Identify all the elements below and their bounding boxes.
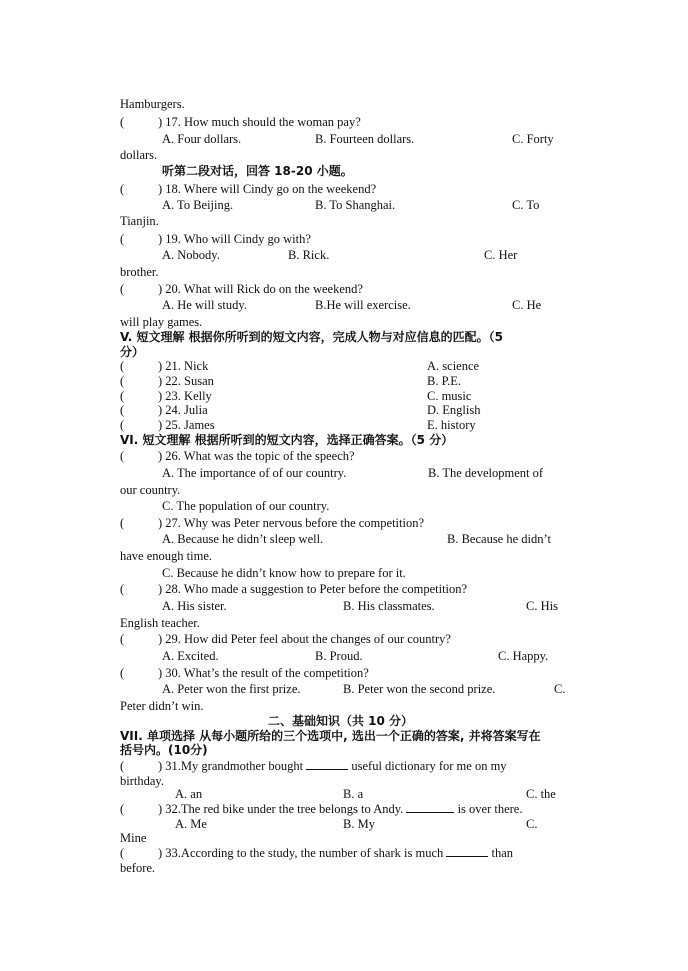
- section-vii-heading-wrap: 括号内。(10分): [120, 743, 208, 757]
- q20-option-b: B.He will exercise.: [315, 298, 411, 312]
- question-32: ( ) 32.The red bike under the tree belongs to Andy. is over there.: [120, 802, 523, 816]
- match-option-e: E. history: [427, 418, 476, 432]
- q27-option-c: C. Because he didn’t know how to prepare for it.: [162, 566, 406, 580]
- answer-paren[interactable]: (: [120, 182, 125, 196]
- question-19: ( ) 19. Who will Cindy go with?: [120, 232, 311, 246]
- answer-paren[interactable]: (: [120, 759, 125, 773]
- q32-option-a: A. Me: [175, 817, 207, 831]
- question-30: ( ) 30. What’s the result of the competition?: [120, 666, 369, 680]
- q19-option-c: C. Her: [484, 248, 518, 262]
- q32-option-c-wrap: Mine: [120, 831, 147, 845]
- q31-option-a: A. an: [175, 787, 203, 801]
- answer-paren[interactable]: (: [120, 389, 125, 403]
- q30-option-a: A. Peter won the first prize.: [162, 682, 301, 696]
- q17-option-a: A. Four dollars.: [162, 132, 242, 146]
- q31-option-c: C. the: [526, 787, 556, 801]
- match-25: ( ) 25. James: [120, 418, 215, 432]
- question-17: ( ) 17. How much should the woman pay?: [120, 115, 361, 129]
- question-18: ( ) 18. Where will Cindy go on the weekend?: [120, 182, 377, 196]
- q26-option-b: B. The development of: [428, 466, 544, 480]
- match-23: ( ) 23. Kelly: [120, 389, 212, 403]
- q18-option-c: C. To: [512, 198, 540, 212]
- q26-option-a: A. The importance of of our country.: [162, 466, 347, 480]
- q30-option-c: C.: [554, 682, 566, 696]
- match-21: ( ) 21. Nick: [120, 359, 209, 373]
- q28-option-b: B. His classmates.: [343, 599, 435, 613]
- q30-option-c-wrap: Peter didn’t win.: [120, 699, 204, 713]
- part-two-heading: 二、基础知识（共 10 分）: [268, 714, 414, 728]
- question-31: ( ) 31.My grandmother bought useful dictionary for me on my: [120, 759, 507, 773]
- answer-paren[interactable]: (: [120, 666, 125, 680]
- answer-paren[interactable]: (: [120, 374, 125, 388]
- q29-option-c: C. Happy.: [498, 649, 549, 663]
- q18-option-b: B. To Shanghai.: [315, 198, 396, 212]
- q29-option-b: B. Proud.: [315, 649, 363, 663]
- question-29: ( ) 29. How did Peter feel about the changes of our country?: [120, 632, 451, 646]
- match-option-b: B. P.E.: [427, 374, 462, 388]
- q18-option-a: A. To Beijing.: [162, 198, 234, 212]
- q20-option-a: A. He will study.: [162, 298, 247, 312]
- q26-option-b-wrap: our country.: [120, 483, 181, 497]
- q32-option-c: C.: [526, 817, 538, 831]
- match-option-a: A. science: [427, 359, 480, 373]
- section-heading-dialogue-2: 听第二段对话，回答 18-20 小题。: [162, 164, 353, 178]
- answer-paren[interactable]: (: [120, 582, 125, 596]
- q28-option-c: C. His: [526, 599, 558, 613]
- question-26: ( ) 26. What was the topic of the speech?: [120, 449, 355, 463]
- answer-paren[interactable]: (: [120, 115, 125, 129]
- section-v-heading: V. 短文理解 根据你所听到的短文内容，完成人物与对应信息的匹配。（5: [120, 330, 504, 344]
- section-vi-heading: VI. 短文理解 根据所听到的短文内容，选择正确答案。（5 分）: [120, 433, 454, 447]
- match-option-c: C. music: [427, 389, 472, 403]
- answer-paren[interactable]: (: [120, 418, 125, 432]
- section-vii-heading: VII. 单项选择 从每小题所给的三个选项中, 选出一个正确的答案, 并将答案写在: [120, 729, 541, 743]
- fill-blank[interactable]: [306, 758, 348, 770]
- question-27: ( ) 27. Why was Peter nervous before the competition?: [120, 516, 425, 530]
- question-31-wrap: birthday.: [120, 774, 164, 788]
- q19-option-a: A. Nobody.: [162, 248, 220, 262]
- q27-option-b-wrap: have enough time.: [120, 549, 212, 563]
- q28-option-c-wrap: English teacher.: [120, 616, 200, 630]
- question-20: ( ) 20. What will Rick do on the weekend?: [120, 282, 363, 296]
- q26-option-c: C. The population of our country.: [162, 499, 330, 513]
- q27-option-b: B. Because he didn’t: [447, 532, 551, 546]
- q17-option-b: B. Fourteen dollars.: [315, 132, 415, 146]
- answer-paren[interactable]: (: [120, 632, 125, 646]
- q17-option-c: C. Forty: [512, 132, 554, 146]
- match-option-d: D. English: [427, 403, 481, 417]
- answer-paren[interactable]: (: [120, 359, 125, 373]
- q20-option-c: C. He: [512, 298, 542, 312]
- answer-paren[interactable]: (: [120, 403, 125, 417]
- q30-option-b: B. Peter won the second prize.: [343, 682, 496, 696]
- q27-option-a: A. Because he didn’t sleep well.: [162, 532, 324, 546]
- q31-option-b: B. a: [343, 787, 364, 801]
- q28-option-a: A. His sister.: [162, 599, 227, 613]
- answer-paren[interactable]: (: [120, 802, 125, 816]
- section-v-heading-wrap: 分）: [120, 345, 145, 359]
- answer-continuation: Hamburgers.: [120, 97, 185, 111]
- match-22: ( ) 22. Susan: [120, 374, 214, 388]
- q29-option-a: A. Excited.: [162, 649, 219, 663]
- answer-paren[interactable]: (: [120, 846, 125, 860]
- q18-option-c-wrap: Tianjin.: [120, 214, 159, 228]
- answer-paren[interactable]: (: [120, 449, 125, 463]
- fill-blank[interactable]: [406, 801, 454, 813]
- answer-paren[interactable]: (: [120, 516, 125, 530]
- question-28: ( ) 28. Who made a suggestion to Peter before the competition?: [120, 582, 468, 596]
- q19-option-b: B. Rick.: [288, 248, 330, 262]
- match-24: ( ) 24. Julia: [120, 403, 208, 417]
- question-33: ( ) 33.According to the study, the number of shark is much than: [120, 846, 514, 860]
- answer-paren[interactable]: (: [120, 282, 125, 296]
- answer-paren[interactable]: (: [120, 232, 125, 246]
- fill-blank[interactable]: [446, 845, 488, 857]
- question-33-wrap: before.: [120, 861, 156, 875]
- q32-option-b: B. My: [343, 817, 375, 831]
- q19-option-c-wrap: brother.: [120, 265, 159, 279]
- q17-option-c-wrap: dollars.: [120, 148, 158, 162]
- q20-option-c-wrap: will play games.: [120, 315, 203, 329]
